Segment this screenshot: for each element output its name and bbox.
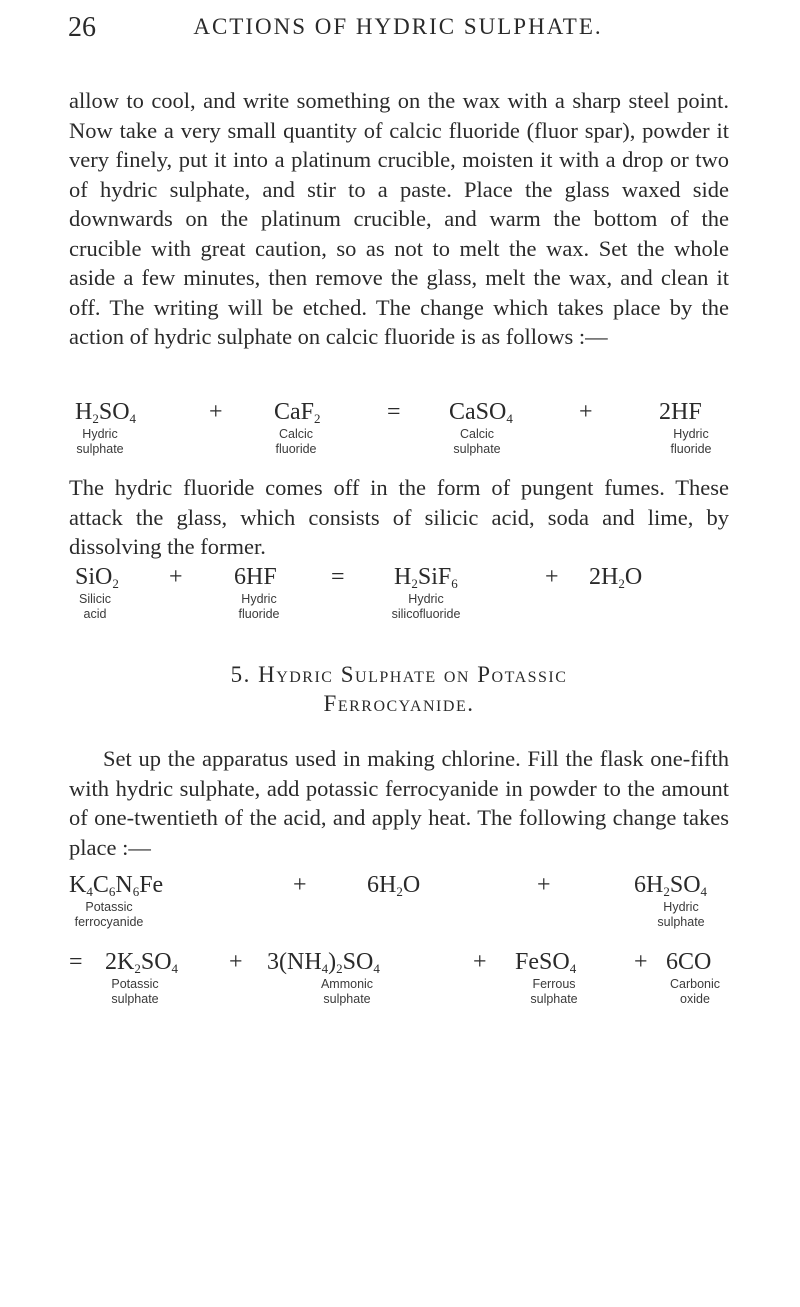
equals-sign: = [387, 399, 401, 425]
label-sulphate: sulphate [111, 992, 159, 1006]
plus-sign: + [537, 872, 551, 898]
formula-calcic-fluoride: CaF$_2$ [274, 399, 321, 426]
equals-sign: = [69, 949, 83, 975]
formula-water: $6H_2O$ [367, 872, 421, 899]
label-sulphate: sulphate [530, 992, 578, 1006]
plus-sign: + [634, 949, 648, 975]
label-acid: acid [83, 607, 107, 621]
label-hydric: Hydric [673, 427, 709, 441]
plus-sign: + [169, 564, 183, 590]
formula-calcic-sulphate: CaSO$_4$ [449, 399, 513, 426]
formula-hydric-fluoride: 2HF [659, 399, 702, 425]
label-sulphate: sulphate [453, 442, 501, 456]
label-fluoride: fluoride [238, 607, 280, 621]
label-silicic: Silicic [79, 592, 111, 606]
formula-ammonic-sulphate: $3(NH_4)_2SO_4$ [267, 949, 380, 976]
label-sulphate: sulphate [323, 992, 371, 1006]
plus-sign: + [473, 949, 487, 975]
paragraph-hydric-fluoride: The hydric fluoride comes off in the form of pungent fumes. These attack the glass, which consists of silicic acid, soda and lime, by dissolving the former. [69, 475, 729, 559]
label-calcic: Calcic [278, 427, 314, 441]
label-fluoride: fluoride [275, 442, 317, 456]
label-ferrocyanide: ferrocyanide [74, 915, 144, 929]
label-carbonic: Carbonic [669, 977, 721, 991]
page-number: 26 [68, 12, 96, 43]
equation-ferrocyanide-products [69, 949, 729, 1007]
label-ammonic: Ammonic [320, 977, 374, 991]
formula-hydric-sulphate: $6H_2SO_4$ [634, 872, 708, 899]
label-hydric: Hydric [663, 900, 699, 914]
label-hydric: Hydric [408, 592, 444, 606]
label-oxide: oxide [680, 992, 710, 1006]
plus-sign: + [579, 399, 593, 425]
equation-calcic-fluoride [69, 399, 729, 457]
label-hydric: Hydric [82, 427, 118, 441]
formula-potassic-ferrocyanide: $K_4C_6N_6Fe$ [69, 872, 164, 899]
label-hydric: Hydric [241, 592, 277, 606]
equals-sign: = [331, 564, 345, 590]
equation-ferrocyanide-reactants [69, 872, 729, 930]
formula-ferrous-sulphate: FeSO$_4$ [515, 949, 577, 976]
label-sulphate: sulphate [657, 915, 705, 929]
section-heading-line-1: 5. Hydric Sulphate on Potassic [230, 662, 568, 687]
section-heading-line-2: Ferrocyanide. [323, 691, 475, 716]
plus-sign: + [293, 872, 307, 898]
label-potassic: Potassic [85, 900, 133, 914]
label-potassic: Potassic [111, 977, 159, 991]
formula-hydric-sulphate: $H_2SO_4$ [75, 399, 137, 426]
running-title: ACTIONS OF HYDRIC SULPHATE. [193, 14, 603, 39]
label-calcic: Calcic [459, 427, 495, 441]
formula-carbonic-oxide: 6CO [666, 949, 712, 975]
plus-sign: + [209, 399, 223, 425]
equation-silicic-acid [69, 564, 729, 622]
plus-sign: + [229, 949, 243, 975]
section-heading [69, 660, 729, 718]
page-header [68, 12, 728, 52]
label-silicofluoride: silicofluoride [391, 607, 461, 621]
paragraph-etching-procedure: allow to cool, and write something on the wax with a sharp steel point. Now take a very small quantity of calcic fluoride (fluor spar), powder it very finely, put it into a platinum crucible, moisten it with a drop or two of hydric sulphate, and stir to a paste. Place the glass waxed side downwards on the platinum crucible, and warm the bottom of the crucible with great caution, so as not to melt the wax. Set the whole aside a few minutes, then remove the glass, melt the wax, and clean it off. The writing will be etched. The change which takes place by the action of hydric sulphate on calcic fluoride is as follows :— [69, 88, 729, 349]
formula-hydric-silicofluoride: $H_2SiF_6$ [394, 564, 458, 591]
label-ferrous: Ferrous [532, 977, 576, 991]
formula-hydric-fluoride: 6HF [234, 564, 277, 590]
formula-potassic-sulphate: $2K_2SO_4$ [105, 949, 179, 976]
plus-sign: + [545, 564, 559, 590]
formula-silicic-acid: SiO$_2$ [75, 564, 119, 591]
label-fluoride: fluoride [670, 442, 712, 456]
label-sulphate: sulphate [76, 442, 124, 456]
formula-water: $2H_2O$ [589, 564, 643, 591]
paragraph-ferrocyanide-procedure: Set up the apparatus used in making chlorine. Fill the flask one-fifth with hydric sulphate, add potassic ferrocyanide in powder to the amount of one-twentieth of the acid, and apply heat. The following change takes place :— [69, 746, 729, 860]
